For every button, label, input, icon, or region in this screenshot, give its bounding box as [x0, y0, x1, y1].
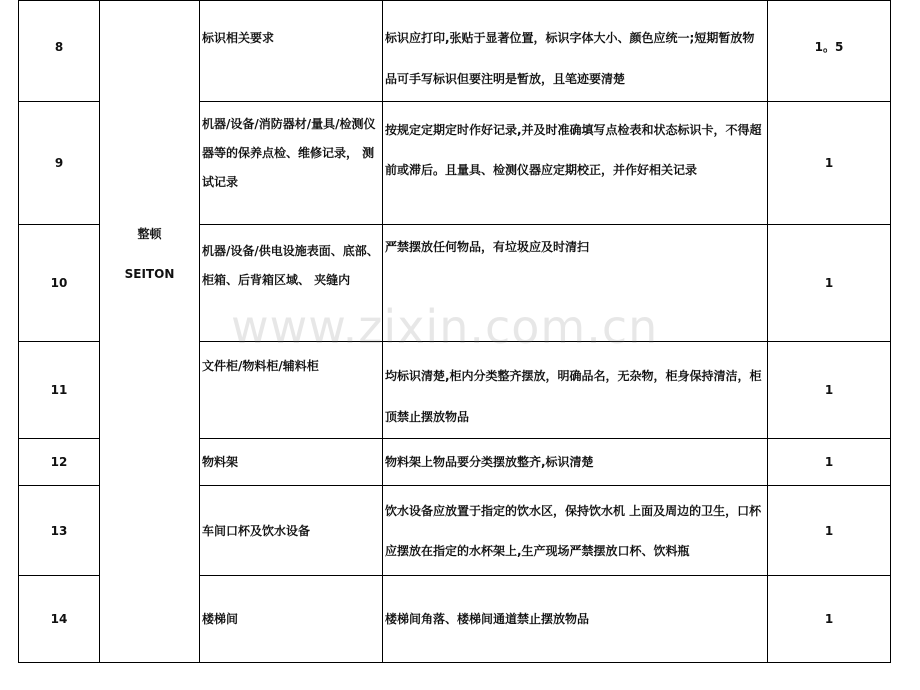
inspection-table-wrapper [18, 0, 891, 663]
row-number: 10 [19, 225, 100, 342]
category-cell [100, 1, 200, 663]
item-cell: 机器/设备/供电设施表面、底部、柜箱、后背箱区域、 夹缝内 [200, 225, 383, 342]
item-cell: 物料架 [200, 439, 383, 486]
requirement-cell: 饮水设备应放置于指定的饮水区，保持饮水机 上面及周边的卫生，口杯应摆放在指定的水杯架上,生产现场严禁摆放口杯、饮料瓶 [383, 486, 768, 576]
score-cell: 1 [768, 102, 891, 225]
requirement-cell: 按规定定期定时作好记录,并及时准确填写点检表和状态标识卡，不得超前或滞后。且量具、检测仪器应定期校正，并作好相关记录 [383, 102, 768, 225]
item-cell: 车间口杯及饮水设备 [200, 486, 383, 576]
score-cell: 1 [768, 225, 891, 342]
inspection-table [18, 0, 891, 663]
category-name-cn: 整顿 [137, 227, 162, 241]
category-name-en: SEITON [124, 267, 175, 281]
row-number: 12 [19, 439, 100, 486]
score-cell: 1。5 [768, 1, 891, 102]
score-cell: 1 [768, 439, 891, 486]
item-cell: 楼梯间 [200, 576, 383, 663]
row-number: 14 [19, 576, 100, 663]
item-cell: 文件柜/物料柜/辅料柜 [200, 342, 383, 439]
item-cell: 标识相关要求 [200, 1, 383, 102]
table-row [19, 1, 891, 102]
requirement-cell: 严禁摆放任何物品，有垃圾应及时清扫 [383, 225, 768, 342]
row-number: 9 [19, 102, 100, 225]
row-number: 11 [19, 342, 100, 439]
score-cell: 1 [768, 576, 891, 663]
requirement-cell: 物料架上物品要分类摆放整齐,标识清楚 [383, 439, 768, 486]
requirement-cell: 楼梯间角落、楼梯间通道禁止摆放物品 [383, 576, 768, 663]
watermark-text: www.zixin.com.cn [231, 300, 659, 354]
score-cell: 1 [768, 486, 891, 576]
row-number: 8 [19, 1, 100, 102]
requirement-cell: 标识应打印,张贴于显著位置，标识字体大小、颜色应统一;短期暂放物品可手写标识但要注明是暂放，且笔迹要清楚 [383, 1, 768, 102]
row-number: 13 [19, 486, 100, 576]
item-cell: 机器/设备/消防器材/量具/检测仪器等的保养点检、维修记录， 测试记录 [200, 102, 383, 225]
score-cell: 1 [768, 342, 891, 439]
requirement-cell: 均标识清楚,柜内分类整齐摆放，明确品名，无杂物，柜身保持清洁，柜顶禁止摆放物品 [383, 342, 768, 439]
